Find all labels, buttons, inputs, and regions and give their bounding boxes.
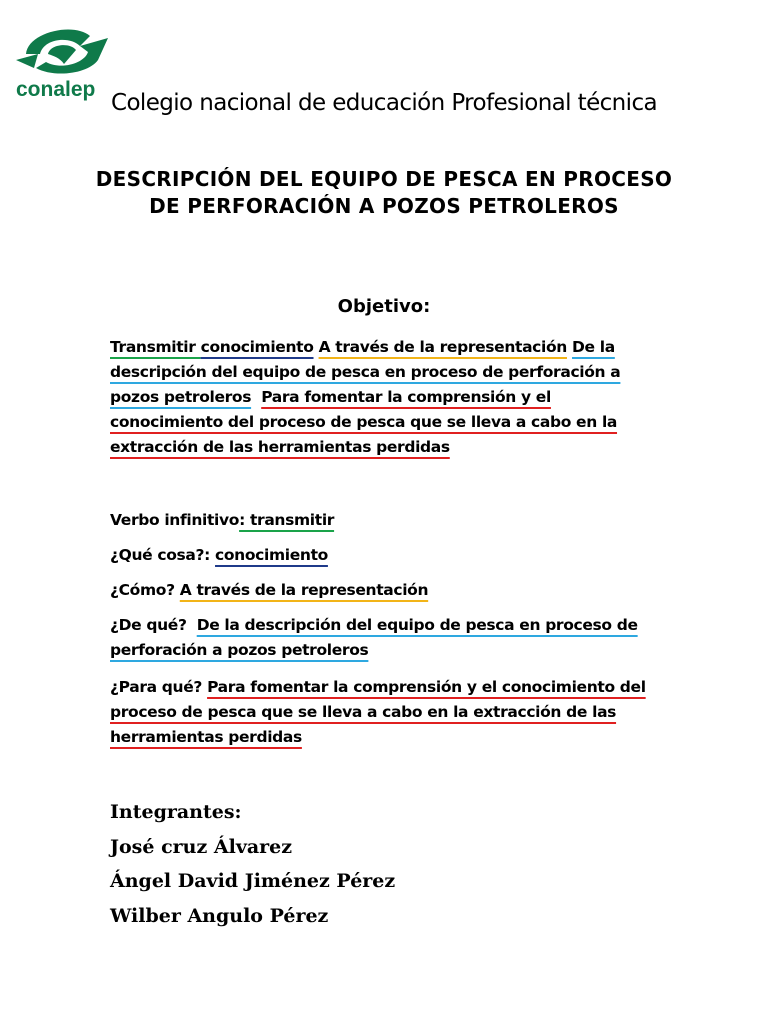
objective-verb: Transmitir	[110, 338, 201, 356]
member-name: Wilber Angulo Pérez	[110, 904, 329, 927]
analysis-question: ¿Qué cosa?:	[110, 546, 210, 564]
analysis-question: ¿Cómo?	[110, 581, 175, 599]
analysis-what	[110, 543, 660, 568]
objective-purpose: Para fomentar la comprensión y el conocimiento del proceso de pesca que se lleva a cabo en la extracción de las herramientas perdidas	[110, 388, 618, 456]
objective-text	[110, 335, 660, 460]
analysis-how	[110, 578, 660, 603]
school-name: Colegio nacional de educación Profesional técnica	[111, 90, 657, 116]
analysis-purpose	[110, 675, 660, 750]
objective-of-what: De la descripción del equipo de pesca en proceso de perforación a pozos petroleros	[110, 338, 621, 406]
objective-label: Objetivo:	[337, 296, 431, 317]
analysis-question: ¿Para qué?	[110, 678, 203, 696]
objective-what: conocimiento	[200, 338, 314, 356]
analysis-of-what	[110, 613, 660, 663]
members-section	[110, 795, 395, 933]
logo-wordmark: conalep	[16, 78, 96, 101]
analysis-answer: : transmitir	[239, 511, 335, 529]
member-name: Ángel David Jiménez Pérez	[110, 870, 396, 892]
document-title: DESCRIPCIÓN DEL EQUIPO DE PESCA EN PROCESO DE PERFORACIÓN A POZOS PETROLEROS	[95, 167, 673, 218]
analysis-answer: De la descripción del equipo de pesca en proceso de perforación a pozos petroleros	[110, 616, 638, 659]
members-label: Integrantes:	[110, 801, 242, 823]
analysis-verb	[110, 508, 660, 533]
analysis-answer: A través de la representación	[179, 581, 429, 599]
conalep-logo-icon	[14, 24, 112, 80]
member-name: José cruz Álvarez	[110, 835, 293, 858]
objective-how: A través de la representación	[318, 338, 567, 356]
analysis-question: ¿De qué?	[110, 616, 187, 634]
analysis-answer: Para fomentar la comprensión y el conocimiento del proceso de pesca que se lleva a cabo en la extracción de las herramientas perdidas	[110, 678, 646, 746]
analysis-answer: conocimiento	[215, 546, 328, 564]
conalep-logo	[14, 24, 112, 106]
analysis-question: Verbo infinitivo	[110, 511, 240, 529]
